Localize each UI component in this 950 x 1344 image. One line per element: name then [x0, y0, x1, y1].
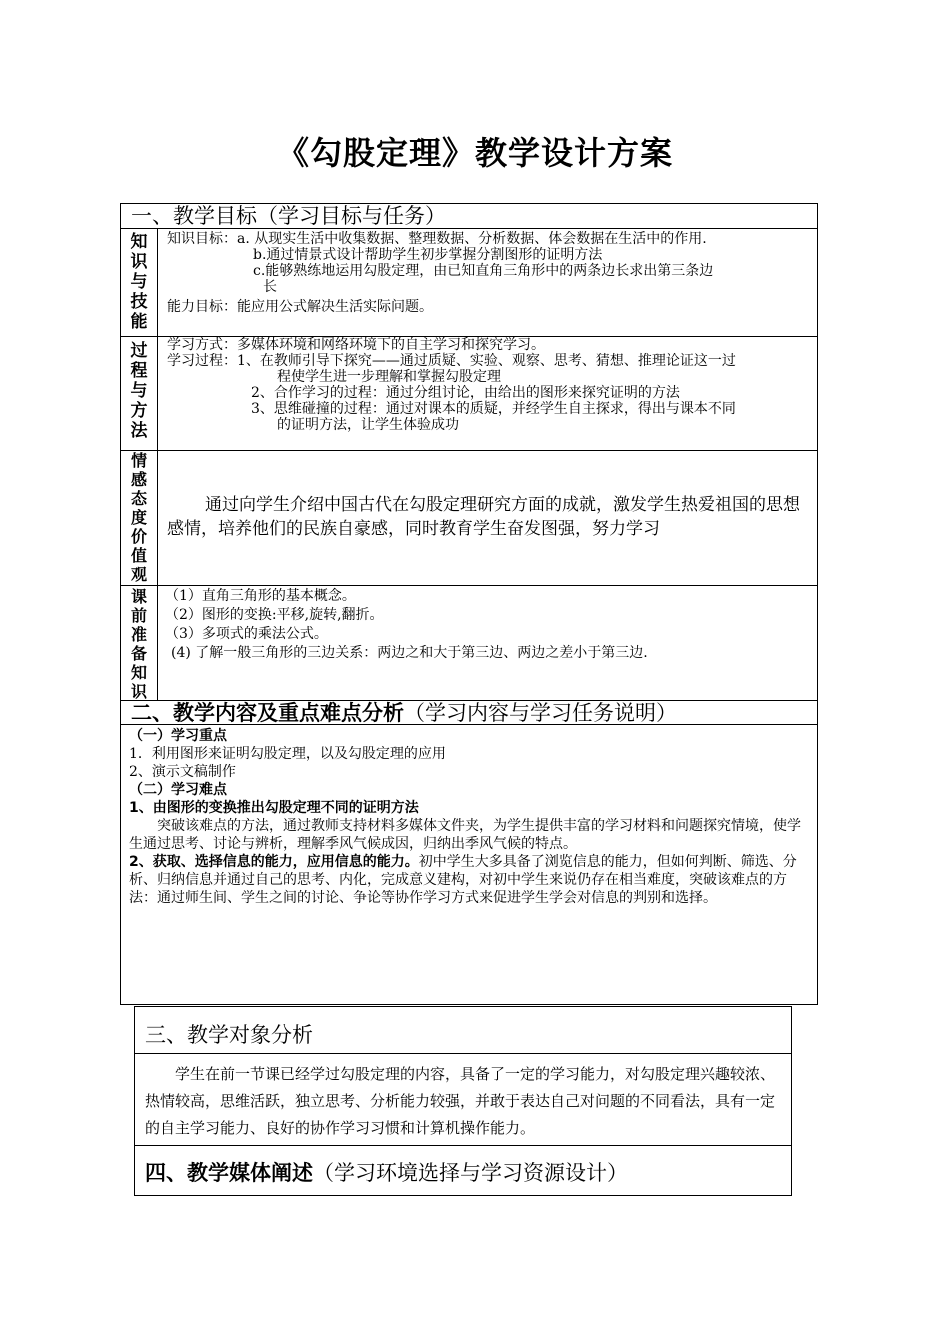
knowledge-label: 知 识 与 技 能: [130, 232, 148, 332]
row-divider: [135, 1053, 791, 1054]
section3-heading: 三、教学对象分析: [145, 1023, 313, 1047]
section1-heading: 一、教学目标（学习目标与任务）: [131, 204, 446, 228]
section3-text: 学生在前一节课已经学过勾股定理的内容，具备了一定的学习能力，对勾股定理兴趣较浓、热情较高，思维活跃，独立思考、分析能力较强，并敢于表达自己对问题的不同看法，具有一定的自主学习能力、良好的协作学习习惯和计算机操作能力。: [145, 1065, 776, 1137]
objectives-table: [120, 203, 818, 1005]
section2-content: [129, 727, 813, 907]
analysis-table: [134, 1006, 792, 1196]
difficulty-2: 2、获取、选择信息的能力，应用信息的能力。初中学生大多具备了浏览信息的能力，但如何判断、筛选、分析、归纳信息并通过自己的思考、内化，完成意义建构，对初中学生来说仍存在相当难度，突破该难点的方法：通过师生间、学生之间的讨论、争论等协作学习方式来促进学生学会对信息的判别和选择。: [129, 854, 797, 906]
column-divider: [157, 228, 158, 700]
section4-heading: 四、教学媒体阐述（学习环境选择与学习资源设计）: [145, 1161, 628, 1185]
row-divider: [121, 450, 817, 451]
difficulty-1-text: 突破该难点的方法，通过教师支持材料多媒体文件夹，为学生提供丰富的学习材料和问题探究情境，使学生通过思考、讨论与辨析，理解季风气候成因，归纳出季风气候的特点。: [129, 818, 801, 852]
process-content: 学习方式：多媒体环境和网络环境下的自主学习和探究学习。 学习过程：1、在教师引导下探究——通过质疑、实验、观察、思考、猜想、推理论证这一过 程使学生进一步理解和掌握勾股定理 2、合作学习的过程：通过分组讨论，由给出的图形来探究证明的方法 3、思维碰撞的过程：通过对课本的质疑，并经学生自主探求，得出与课本不同 的证明方法，让学生体验成功: [167, 337, 736, 433]
prep-content: （1）直角三角形的基本概念。 （2）图形的变换:平移,旋转,翻折。 （3）多项式的乘法公式。 (4) 了解一般三角形的三边关系：两边之和大于第三边、两边之差小于第三边.: [165, 588, 648, 661]
key-points-title: （一）学习重点: [129, 728, 227, 744]
process-label: 过 程 与 方 法: [130, 341, 148, 441]
emotion-label: 情 感 态 度 价 值 观: [130, 451, 147, 584]
key-point-item: 1．利用图形来证明勾股定理，以及勾股定理的应用: [129, 746, 446, 762]
row-divider: [135, 1145, 791, 1146]
section2-heading: 二、教学内容及重点难点分析（学习内容与学习任务说明）: [131, 701, 677, 725]
prep-label: 课 前 准 备 知 识: [130, 587, 147, 701]
key-point-item: 2、演示文稿制作: [129, 764, 236, 780]
emotion-content: 通过向学生介绍中国古代在勾股定理研究方面的成就，激发学生热爱祖国的思想感情，培养他们的民族自豪感，同时教育学生奋发图强，努力学习: [167, 495, 800, 539]
knowledge-content: 知识目标：a. 从现实生活中收集数据、整理数据、分析数据、体会数据在生活中的作用. b.通过情景式设计帮助学生初步掌握分割图形的证明方法 c.能够熟练地运用勾股定理，由已知直角三角形中的两条边长求出第三条边 长 能力目标：能应用公式解决生活实际问题。: [167, 231, 714, 315]
row-divider: [121, 585, 817, 586]
row-divider: [121, 228, 817, 229]
difficulty-1-title: 1、由图形的变换推出勾股定理不同的证明方法: [129, 800, 419, 816]
document-title: 《勾股定理》教学设计方案: [276, 134, 673, 172]
difficulty-title: （二）学习难点: [129, 782, 227, 798]
